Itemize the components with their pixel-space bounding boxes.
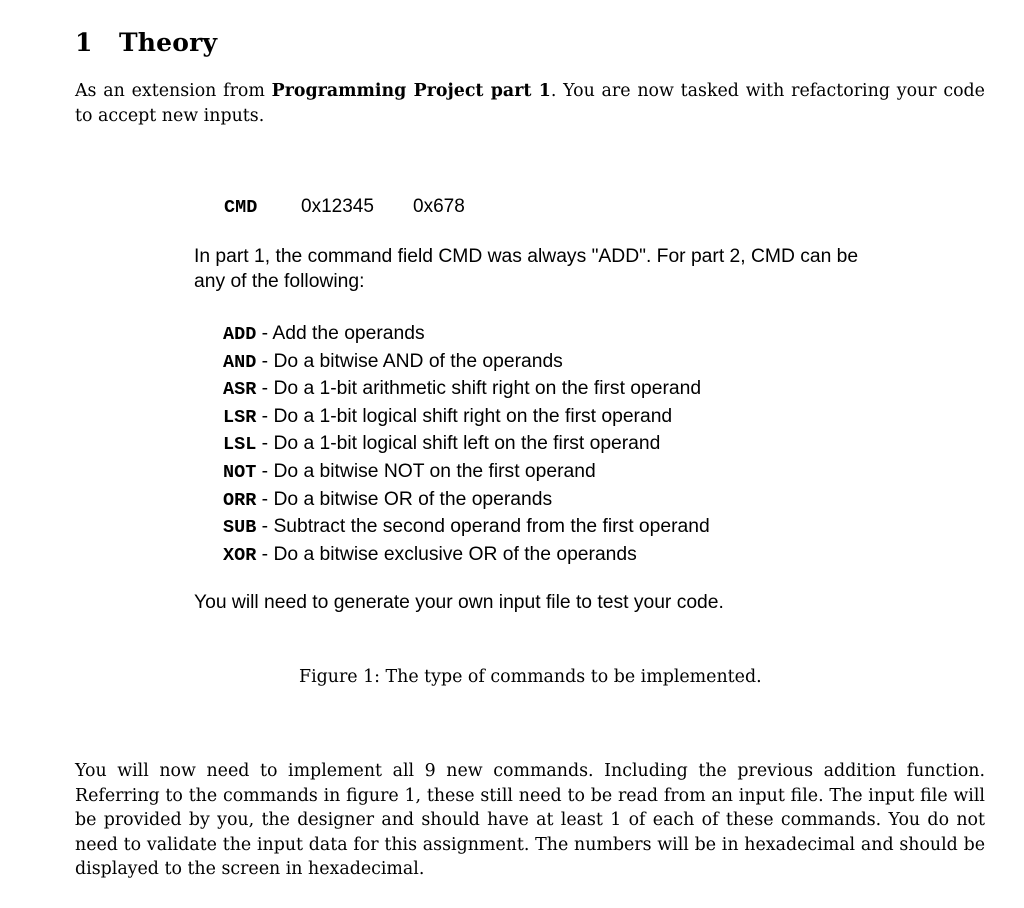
command-format-line bbox=[224, 196, 465, 218]
intro-text-before: As an extension from bbox=[75, 81, 272, 101]
command-description: - Do a 1-bit logical shift left on the first operand bbox=[256, 433, 661, 455]
command-code: ASR bbox=[223, 379, 257, 401]
cmd-label: CMD bbox=[224, 197, 258, 218]
part-description: In part 1, the command field CMD was always "ADD". For part 2, CMD can be any of the following: bbox=[194, 246, 859, 292]
command-list bbox=[223, 320, 710, 568]
section-heading bbox=[75, 28, 217, 57]
command-description: - Add the operands bbox=[256, 323, 425, 344]
operand2-example: 0x678 bbox=[413, 196, 465, 217]
command-description: - Do a bitwise NOT on the first operand bbox=[256, 460, 596, 482]
section-number: 1 bbox=[75, 28, 93, 57]
command-item bbox=[223, 375, 710, 403]
command-code: LSL bbox=[223, 434, 257, 456]
figure-caption: Figure 1: The type of commands to be implemented. bbox=[299, 667, 762, 687]
command-code: NOT bbox=[223, 461, 257, 483]
section-title: Theory bbox=[119, 28, 218, 57]
command-description: - Do a bitwise exclusive OR of the operands bbox=[256, 543, 637, 565]
command-code: ORR bbox=[223, 489, 257, 511]
command-item bbox=[223, 320, 710, 348]
command-code: XOR bbox=[223, 544, 257, 566]
test-note: You will need to generate your own input file to test your code. bbox=[194, 592, 724, 613]
command-item bbox=[223, 486, 710, 514]
operand1-example: 0x12345 bbox=[301, 196, 374, 217]
command-code: SUB bbox=[223, 517, 257, 539]
command-description: - Do a 1-bit logical shift right on the first operand bbox=[256, 405, 673, 427]
command-code: AND bbox=[223, 351, 257, 373]
intro-text-after: . You are now tasked with refactoring your code to accept new inputs. bbox=[75, 81, 985, 126]
command-item bbox=[223, 403, 710, 431]
command-item bbox=[223, 430, 710, 458]
command-description: - Do a bitwise OR of the operands bbox=[256, 488, 553, 510]
command-item bbox=[223, 458, 710, 486]
command-code: LSR bbox=[223, 406, 257, 428]
command-item bbox=[223, 541, 710, 569]
command-description: - Subtract the second operand from the first operand bbox=[256, 516, 710, 538]
command-item bbox=[223, 348, 710, 376]
command-item bbox=[223, 513, 710, 541]
intro-paragraph bbox=[75, 79, 985, 129]
command-code: ADD bbox=[223, 324, 257, 345]
body-paragraph: You will now need to implement all 9 new commands. Including the previous addition function. Referring to the commands in figure 1, these still need to be read from an input file. The input file will be provided by you, the designer and should have at least 1 of each of these commands. You do not need to validate the input data for this assignment. The numbers will be in hexadecimal and should be displayed to the screen in hexadecimal. bbox=[75, 761, 985, 880]
intro-bold-reference: Programming Project part 1 bbox=[271, 81, 551, 101]
command-description: - Do a 1-bit arithmetic shift right on the first operand bbox=[256, 378, 702, 400]
command-description: - Do a bitwise AND of the operands bbox=[256, 350, 563, 372]
